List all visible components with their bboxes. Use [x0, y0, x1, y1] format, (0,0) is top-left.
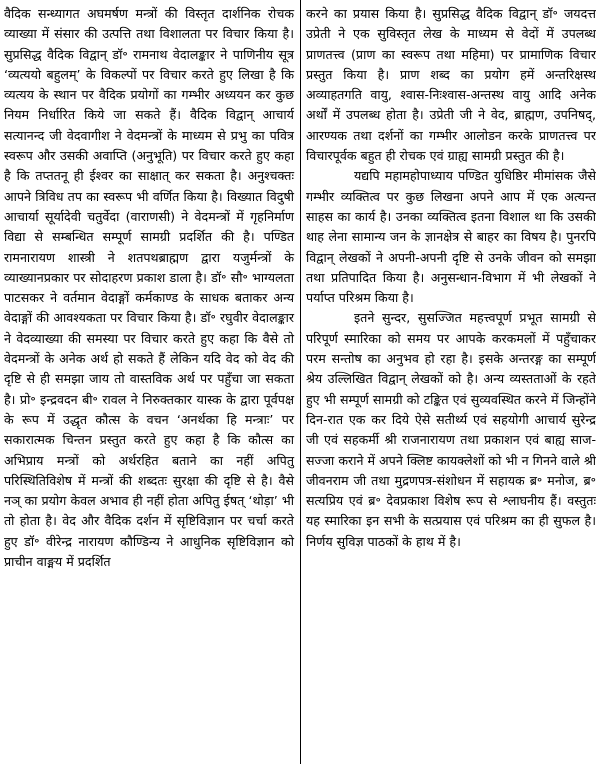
- right-paragraph-3: इतने सुन्दर, सुसज्जित महत्त्वपूर्ण प्रभूत सामग्री से परिपूर्ण स्मारिका को समय पर आपके करकमलों में पहुँचाकर परम सन्तोष का अनुभव हो रहा है। इसके अन्तरङ्ग का सम्पूर्ण श्रेय उल्लिखित विद्वान् लेखकों को है। अन्य व्यस्तताओं के रहते हुए भी सम्पूर्ण सामग्री को टङ्कित एवं सुव्यवस्थित करने में जिन्होंने दिन-रात एक कर दिये ऐसे सतीर्थ्य एवं सहयोगी आचार्य सुरेन्द्र जी एवं सहकर्मी श्री राजनारायण तथा प्रकाशन एवं बाह्य साज-सज्जा कराने में अपने क्लिष्ट कायक्लेशों को भी न गिनने वाले श्री जीवनराम जी तथा मुद्रणपत्र-संशोधन में सहायक ब्र॰ मनोज, ब्र॰ सत्यप्रिय एवं ब्र॰ देवप्रकाश विशेष रूप से श्लाघनीय हैं। वस्तुतः यह स्मारिका इन सभी के सत्प्रयास एवं परिश्रम का ही सुफल है। निर्णय सुविज्ञ पाठकों के हाथ में है।: [306, 310, 596, 549]
- left-column: [4, 4, 300, 764]
- right-paragraph-1: करने का प्रयास किया है। सुप्रसिद्ध वैदिक विद्वान् डॉ॰ जयदत्त उप्रेती ने एक सुविस्तृत लेख के माध्यम से वेदों में उपलब्ध प्राणतत्त्व (प्राण का स्वरूप तथा महिमा) पर प्रामाणिक विचार प्रस्तुत किया है। प्राण शब्द का प्रयोग हमें अन्तरिक्षस्थ अव्याहतगति वायु, श्वास-निःश्वास-अन्तस्थ वायु आदि अनेक अर्थों में उपलब्ध होता है। उप्रेती जी ने वेद, ब्राह्मण, उपनिषद्, आरण्यक तथा दर्शनों का गम्भीर आलोडन करके प्राणतत्त्व पर विचारपूर्वक बहुत ही रोचक एवं ग्राह्य सामग्री प्रस्तुत की है।: [306, 6, 596, 164]
- right-paragraph-2: यद्यपि महामहोपाध्याय पण्डित युधिष्ठिर मीमांसक जैसे गम्भीर व्यक्तित्व पर कुछ लिखना अपने आप में एक अत्यन्त साहस का कार्य है। उनका व्यक्तित्व इतना विशाल था कि उसकी थाह लेना सामान्य जन के ज्ञानक्षेत्र से बाहर का विषय है। पुनरपि विद्वान् लेखकों ने अपनी-अपनी दृष्टि से उनके जीवन को समझा तथा प्रतिपादित किया है। अनुसन्धान-विभाग में भी लेखकों ने पर्याप्त परिश्रम किया है।: [306, 168, 596, 306]
- column-divider: [300, 0, 301, 764]
- left-paragraph-1: वैदिक सन्ध्यागत अघमर्षण मन्त्रों की विस्तृत दार्शनिक रोचक व्याख्या में संसार की उत्पत्ति तथा विशालता पर विचार किया है। सुप्रसिद्ध वैदिक विद्वान् डॉ॰ रामनाथ वेदालङ्कार ने पाणिनीय सूत्र ‘व्यत्ययो बहुलम्’ के विकल्पों पर विचार करते हुए लिखा है कि व्यत्यय के स्थान पर वैदिक प्रयोगों का गम्भीर अध्ययन कर कुछ नियम निर्धारित किये जा सकते हैं। वैदिक विद्वान् आचार्य सत्यानन्द जी वेदवागीश ने वेदमन्त्रों के माध्यम से प्रभु का पवित्र स्वरूप और उसकी अवाप्ति (अनुभूति) पर विचार करते हुए कहा है कि तप्ततनू ही ईश्वर का साक्षात् कर सकता है। अनुश्चक्तः आपने त्रिविध तप का स्वरूप भी वर्णित किया है। विख्यात विदुषी आचार्या सूर्यादेवी चतुर्वेदा (वाराणसी) ने वेदमन्त्रों में गृहनिर्माण विद्या से सम्बन्धित सम्पूर्ण सामग्री प्रदर्शित की है। पण्डित रामनारायण शास्त्री ने शतपथब्राह्मण द्वारा यजुर्मन्त्रों के व्याख्यानप्रकार पर सोदाहरण प्रकाश डाला है। डॉ॰ सौ॰ भाग्यलता पाटसकर ने वर्तमान वेदाङ्गों कर्मकाण्ड के साधक बताकर अन्य वेदाङ्गों की आवश्यकता पर विचार किया है। डॉ॰ रघुवीर वेदालङ्कार ने वेदव्याख्या की समस्या पर विचार करते हुए कहा कि वैसे तो वेदमन्त्रों के अनेक अर्थ हो सकते हैं लेकिन यदि वेद को वेद की दृष्टि से ही समझा जाय तो वास्तविक अर्थ पर पहुँचा जा सकता है। प्रो॰ इन्द्रवदन बी॰ रावल ने निरुक्तकार यास्क के द्वारा पूर्वपक्ष के रूप में उद्धृत कौत्स के वचन ‘अनर्थका हि मन्त्राः’ पर सकारात्मक चिन्तन प्रस्तुत करते हुए कहा है कि कौत्स का अभिप्राय मन्त्रों को अर्थरहित बताने का नहीं अपितु परिस्थितिविशेष में मन्त्रों की शब्दतः सुरक्षा की दृष्टि से है। वैसे नञ् का प्रयोग केवल अभाव ही नहीं होता अपितु ईषत् ‘थोड़ा’ भी तो होता है। वेद और वैदिक दर्शन में सृष्टिविज्ञान पर चर्चा करते हुए डॉ॰ वीरेन्द्र नारायण कौण्डिन्य ने आधुनिक सृष्टिविज्ञान को प्राचीन वाङ्मय में प्रदर्शित: [4, 6, 294, 570]
- right-column: [300, 4, 596, 764]
